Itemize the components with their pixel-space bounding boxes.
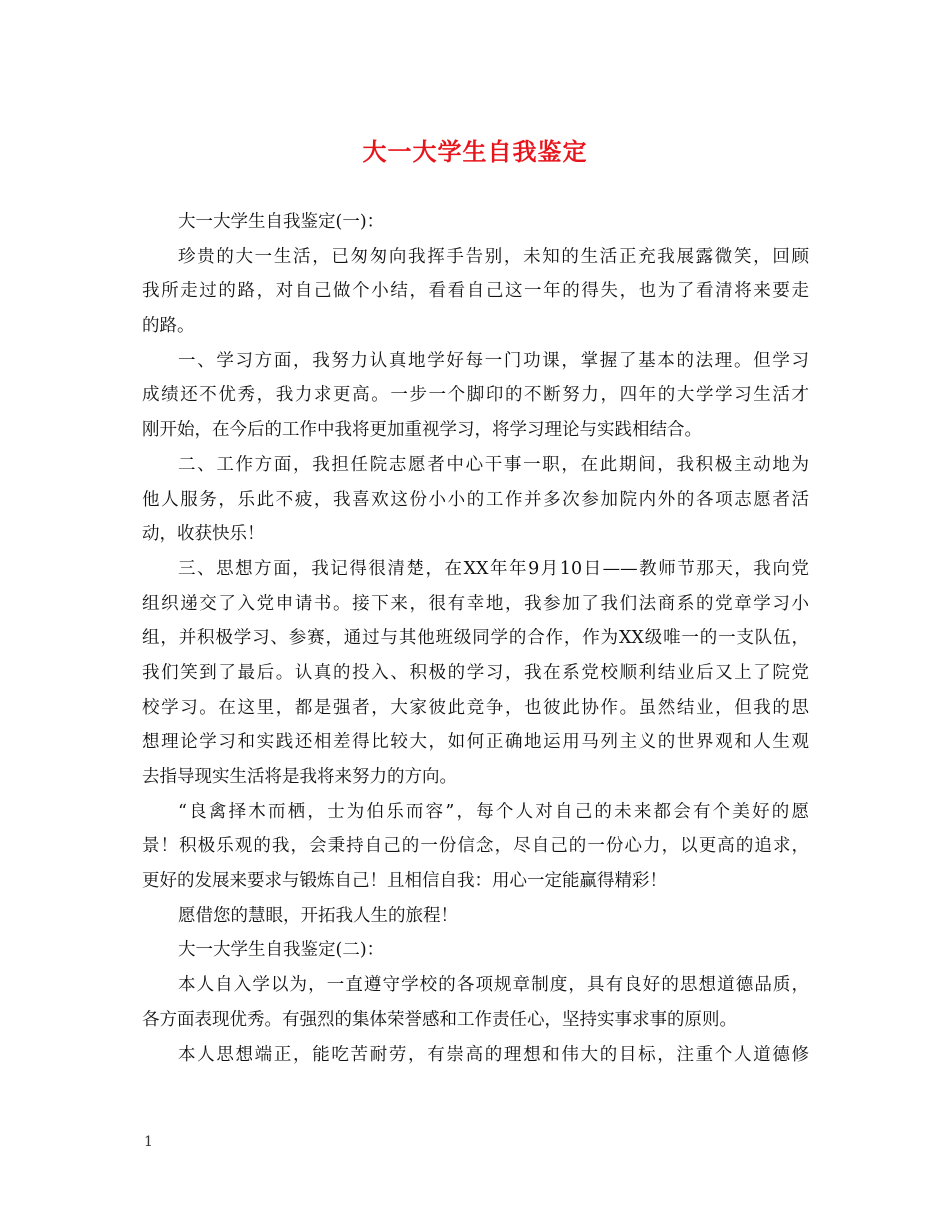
body-line: 校学习。在这里，都是强者，大家彼此竞争，也彼此协作。虽然结业，但我的思 xyxy=(142,697,809,718)
body-line: 的路。 xyxy=(142,316,195,337)
body-line: 景！积极乐观的我，会秉持自己的一份信念，尽自己的一份心力，以更高的追求， xyxy=(142,836,809,857)
body-line: 珍贵的大一生活，已匆匆向我挥手告别，未知的生活正充我展露微笑，回顾 xyxy=(178,246,809,267)
body-line: 组织递交了入党申请书。接下来，很有幸地，我参加了我们法商系的党章学习小 xyxy=(142,593,809,614)
page-number: 1 xyxy=(144,1134,153,1150)
body-line: 组，并积极学习、参赛，通过与其他班级同学的合作，作为XX级唯一的一支队伍， xyxy=(142,628,809,649)
body-line: 成绩还不优秀，我力求更高。一步一个脚印的不断努力，四年的大学学习生活才 xyxy=(142,385,809,406)
body-line: 大一大学生自我鉴定(二)： xyxy=(178,940,385,961)
body-line: 更好的发展来要求与锻炼自己！且相信自我：用心一定能赢得精彩！ xyxy=(142,871,667,892)
body-line: 动，收获快乐！ xyxy=(142,524,265,545)
body-line: 大一大学生自我鉴定(一)： xyxy=(178,212,385,232)
body-line: 去指导现实生活将是我将来努力的方向。 xyxy=(142,767,457,787)
body-line: 我们笑到了最后。认真的投入、积极的学习，我在系党校顺利结业后又上了院党 xyxy=(142,662,809,683)
body-line: 一、学习方面，我努力认真地学好每一门功课，掌握了基本的法理。但学习 xyxy=(178,350,809,371)
body-line: 本人思想端正，能吃苦耐劳，有崇高的理想和伟大的目标，注重个人道德修 xyxy=(178,1044,809,1065)
document-body xyxy=(142,205,809,1072)
body-line: 他人服务，乐此不疲，我喜欢这份小小的工作并多次参加院内外的各项志愿者活 xyxy=(142,489,809,510)
body-line: 刚开始，在今后的工作中我将更加重视学习，将学习理论与实践相结合。 xyxy=(142,420,702,441)
body-line: 愿借您的慧眼，开拓我人生的旅程！ xyxy=(178,905,458,926)
body-line: 我所走过的路，对自己做个小结，看看自己这一年的得失，也为了看清将来要走 xyxy=(142,281,809,302)
body-line: 本人自入学以为，一直遵守学校的各项规章制度，具有良好的思想道德品质， xyxy=(178,975,809,996)
body-line: “良禽择木而栖，士为伯乐而容”，每个人对自己的未来都会有个美好的愿 xyxy=(178,801,809,822)
document-title: 大一大学生自我鉴定 xyxy=(362,138,588,166)
body-line: 三、思想方面，我记得很清楚，在XX年年9月10日——教师节那天，我向党 xyxy=(178,558,809,579)
body-line: 各方面表现优秀。有强烈的集体荣誉感和工作责任心，坚持实事求事的原则。 xyxy=(142,1009,737,1030)
body-line: 二、工作方面，我担任院志愿者中心干事一职，在此期间，我积极主动地为 xyxy=(178,454,809,475)
body-line: 想理论学习和实践还相差得比较大，如何正确地运用马列主义的世界观和人生观 xyxy=(142,732,809,753)
